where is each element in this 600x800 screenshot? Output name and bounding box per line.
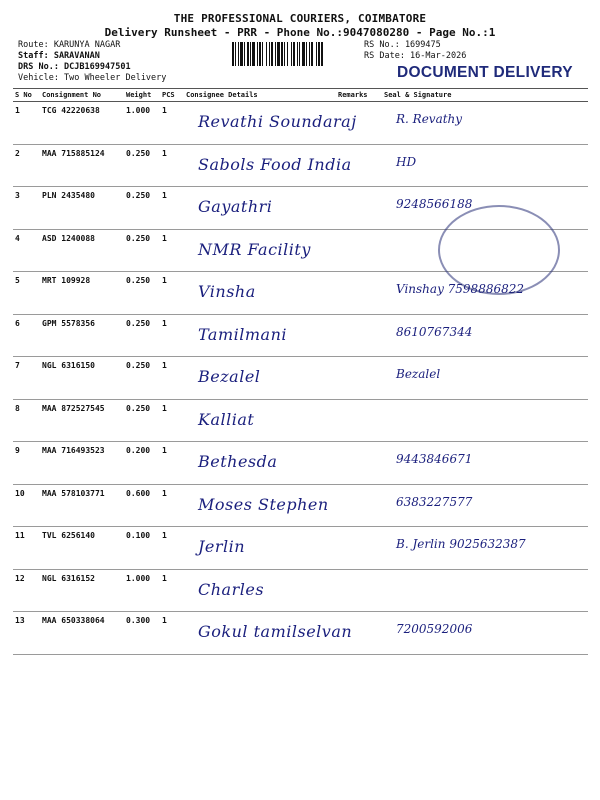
sno-cell: 5 — [13, 272, 40, 315]
table-row — [13, 612, 588, 655]
weight-cell: 0.300 — [124, 612, 160, 655]
consignee-cell — [184, 569, 336, 612]
sno-cell: 13 — [13, 612, 40, 655]
consignee-cell — [184, 357, 336, 400]
col-header-remarks: Remarks — [336, 89, 382, 102]
consignment-cell: ASD 1240088 — [40, 229, 124, 272]
consignment-cell: MAA 650338064 — [40, 612, 124, 655]
sno-cell: 3 — [13, 187, 40, 230]
signature-cell — [382, 612, 588, 655]
pcs-cell: 1 — [160, 399, 184, 442]
rs-number: RS No.: 1699475 — [364, 40, 441, 50]
handwritten-signature: 7200592006 — [396, 622, 473, 636]
consignee-cell — [184, 272, 336, 315]
consignment-cell: NGL 6316150 — [40, 357, 124, 400]
consignee-cell — [184, 314, 336, 357]
weight-cell: 0.250 — [124, 272, 160, 315]
consignee-cell — [184, 187, 336, 230]
handwritten-signature: Bezalel — [396, 367, 441, 381]
pcs-cell: 1 — [160, 229, 184, 272]
table-row — [13, 102, 588, 145]
handwritten-consignee: Gokul tamilselvan — [198, 622, 353, 641]
consignment-cell: GPM 5578356 — [40, 314, 124, 357]
handwritten-signature: 9248566188 — [396, 197, 473, 211]
sno-cell: 11 — [13, 527, 40, 570]
consignment-cell: TVL 6256140 — [40, 527, 124, 570]
document-delivery-badge: DOCUMENT DELIVERY — [397, 64, 573, 81]
col-header-consignee: Consignee Details — [184, 89, 336, 102]
pcs-cell: 1 — [160, 272, 184, 315]
signature-cell — [382, 569, 588, 612]
handwritten-consignee: Sabols Food India — [198, 154, 352, 174]
rs-date: RS Date: 16-Mar-2026 — [364, 51, 467, 61]
consignee-cell — [184, 102, 357, 145]
handwritten-consignee: Moses Stephen — [198, 494, 329, 514]
signature-cell — [382, 357, 588, 400]
table-row — [13, 357, 588, 400]
weight-cell: 0.250 — [124, 314, 160, 357]
handwritten-signature: 9443846671 — [396, 452, 473, 466]
pcs-cell: 1 — [160, 357, 184, 400]
pcs-cell: 1 — [160, 314, 184, 357]
col-header-pcs: PCS — [160, 89, 184, 102]
consignee-cell — [184, 144, 352, 187]
remarks-cell — [336, 272, 382, 315]
col-header-sno: S No — [13, 89, 40, 102]
handwritten-consignee: NMR Facility — [198, 239, 311, 259]
remarks-cell — [336, 187, 382, 230]
handwritten-consignee: Revathi Soundaraj — [198, 112, 357, 131]
consignee-cell — [184, 442, 336, 485]
handwritten-signature: Vinshay 7598886822 — [396, 282, 525, 296]
col-header-signature: Seal & Signature — [382, 89, 588, 102]
pcs-cell: 1 — [160, 484, 184, 527]
consignee-cell — [184, 229, 336, 272]
weight-cell: 0.100 — [124, 527, 160, 570]
table-row — [13, 484, 588, 527]
drs-number: DRS No.: DCJB169947501 — [18, 62, 131, 72]
table-row — [13, 399, 588, 442]
consignee-cell — [184, 612, 353, 655]
weight-cell: 0.250 — [124, 357, 160, 400]
table-row — [13, 314, 588, 357]
table-row — [13, 144, 588, 187]
signature-cell — [382, 399, 588, 442]
table-row — [13, 442, 588, 485]
handwritten-consignee: Charles — [198, 579, 265, 599]
signature-cell — [382, 314, 588, 357]
remarks-cell — [336, 442, 382, 485]
consignment-cell: MAA 872527545 — [40, 399, 124, 442]
consignment-cell: MRT 109928 — [40, 272, 124, 315]
sno-cell: 8 — [13, 399, 40, 442]
sno-cell: 12 — [13, 569, 40, 612]
handwritten-consignee: Jerlin — [198, 537, 246, 556]
pcs-cell: 1 — [160, 612, 184, 655]
weight-cell: 0.250 — [124, 144, 160, 187]
signature-cell — [382, 442, 588, 485]
consignee-cell — [184, 527, 336, 570]
handwritten-consignee: Tamilmani — [198, 324, 288, 344]
pcs-cell: 1 — [160, 102, 184, 145]
signature-cell — [382, 527, 588, 570]
consignment-cell: MAA 715885124 — [40, 144, 124, 187]
col-header-weight: Weight — [124, 89, 160, 102]
sno-cell: 9 — [13, 442, 40, 485]
pcs-cell: 1 — [160, 569, 184, 612]
handwritten-signature: R. Revathy — [396, 112, 463, 126]
consignee-cell — [184, 484, 336, 527]
handwritten-consignee: Bezalel — [198, 367, 261, 386]
sno-cell: 10 — [13, 484, 40, 527]
runsheet-table — [13, 88, 588, 655]
remarks-cell — [336, 527, 382, 570]
pcs-cell: 1 — [160, 187, 184, 230]
pcs-cell: 1 — [160, 144, 184, 187]
handwritten-consignee: Vinsha — [198, 282, 256, 301]
weight-cell: 0.250 — [124, 229, 160, 272]
weight-cell: 0.250 — [124, 399, 160, 442]
consignment-cell: PLN 2435480 — [40, 187, 124, 230]
col-header-consignment: Consignment No — [40, 89, 124, 102]
sno-cell: 4 — [13, 229, 40, 272]
seal-stamp — [438, 205, 560, 295]
remarks-cell — [336, 314, 382, 357]
consignee-cell — [184, 399, 336, 442]
consignment-cell: TCG 42220638 — [40, 102, 124, 145]
weight-cell: 0.200 — [124, 442, 160, 485]
handwritten-consignee: Gayathri — [198, 197, 273, 216]
runsheet-meta-right — [364, 40, 466, 62]
handwritten-signature: HD — [396, 154, 417, 169]
vehicle-text: Vehicle: Two Wheeler Delivery — [18, 73, 167, 83]
runsheet-subtitle: Delivery Runsheet - PRR - Phone No.:9047080280 - Page No.:1 — [104, 26, 496, 39]
table-row — [13, 527, 588, 570]
weight-cell: 1.000 — [124, 102, 160, 145]
signature-cell — [382, 102, 588, 145]
consignment-cell: MAA 716493523 — [40, 442, 124, 485]
weight-cell: 1.000 — [124, 569, 160, 612]
remarks-cell — [336, 569, 382, 612]
sno-cell: 2 — [13, 144, 40, 187]
handwritten-consignee: Kalliat — [198, 409, 255, 429]
handwritten-consignee: Bethesda — [198, 452, 278, 471]
handwritten-signature: 8610767344 — [396, 324, 473, 339]
company-title: THE PROFESSIONAL COURIERS, COIMBATORE — [173, 12, 427, 25]
runsheet-meta-left — [18, 40, 166, 84]
remarks-cell — [336, 399, 382, 442]
remarks-cell — [336, 229, 382, 272]
consignment-cell: MAA 578103771 — [40, 484, 124, 527]
handwritten-signature: 6383227577 — [396, 494, 473, 509]
table-header-row — [13, 89, 588, 102]
signature-cell — [382, 484, 588, 527]
signature-cell — [382, 144, 588, 187]
weight-cell: 0.600 — [124, 484, 160, 527]
remarks-cell — [336, 484, 382, 527]
sno-cell: 1 — [13, 102, 40, 145]
barcode-image — [232, 42, 358, 66]
handwritten-signature: B. Jerlin 9025632387 — [396, 537, 526, 551]
weight-cell: 0.250 — [124, 187, 160, 230]
pcs-cell: 1 — [160, 527, 184, 570]
staff-text: Staff: SARAVANAN — [18, 51, 100, 61]
route-text: Route: KARUNYA NAGAR — [18, 40, 121, 50]
sno-cell: 6 — [13, 314, 40, 357]
remarks-cell — [336, 357, 382, 400]
pcs-cell: 1 — [160, 442, 184, 485]
consignment-cell: NGL 6316152 — [40, 569, 124, 612]
sno-cell: 7 — [13, 357, 40, 400]
table-row — [13, 569, 588, 612]
